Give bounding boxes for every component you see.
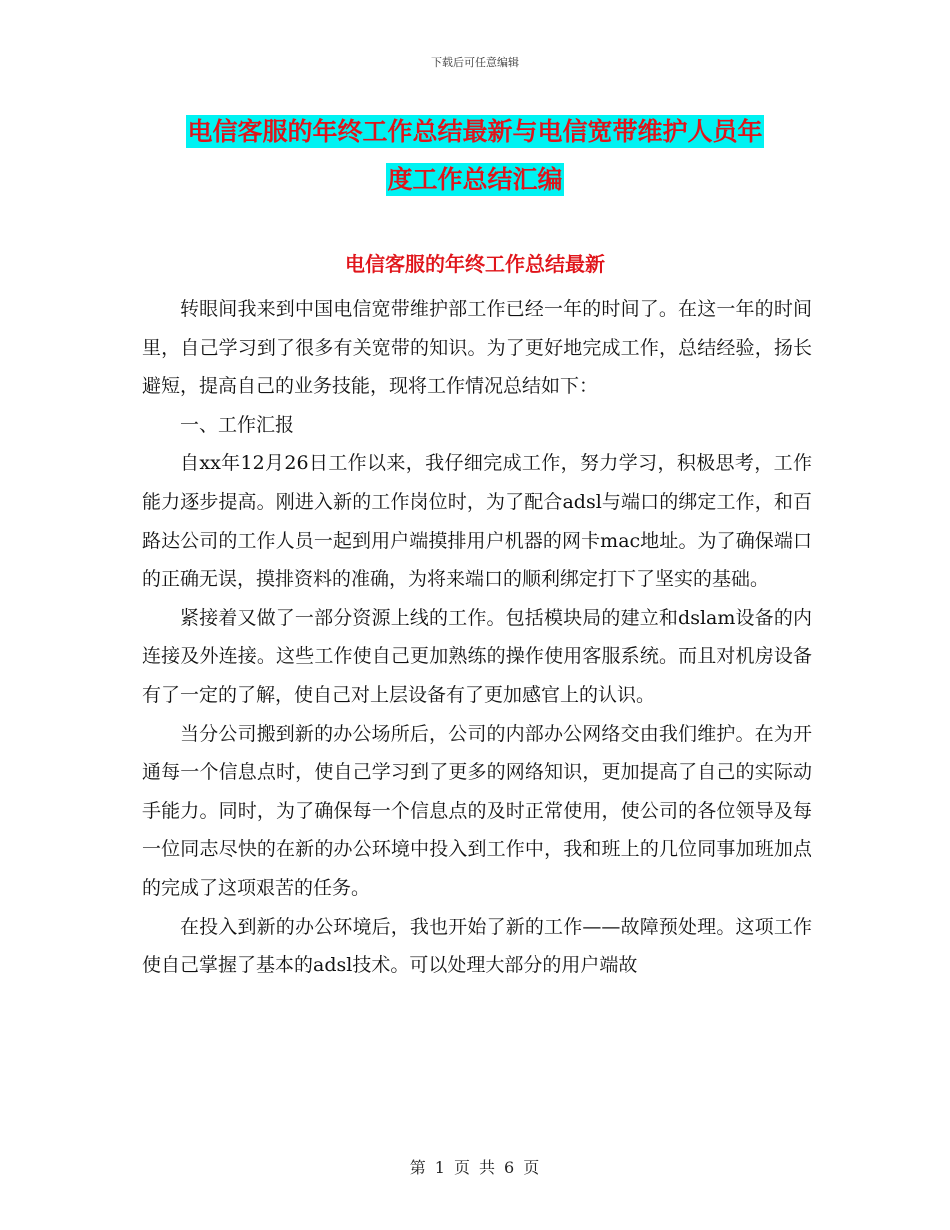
document-title	[0, 108, 950, 204]
footer-total-unit: 页	[523, 1158, 541, 1177]
paragraph: 当分公司搬到新的办公场所后，公司的内部办公网络交由我们维护。在为开通每一个信息点时，使自己学习到了更多的网络知识，更加提高了自己的实际动手能力。同时，为了确保每一个信息点的及时正常使用，使公司的各位领导及每一位同志尽快的在新的办公环境中投入到工作中，我和班上的几位同事加班加点的完成了这项艰苦的任务。	[142, 722, 812, 899]
title-line-2: 度工作总结汇编	[387, 165, 563, 194]
paragraph: 转眼间我来到中国电信宽带维护部工作已经一年的时间了。在这一年的时间里，自己学习到了很多有关宽带的知识。为了更好地完成工作，总结经验，扬长避短，提高自己的业务技能，现将工作情况总结如下：	[142, 298, 812, 398]
paragraph: 自xx年12月26日工作以来，我仔细完成工作，努力学习，积极思考，工作能力逐步提高。刚进入新的工作岗位时，为了配合adsl与端口的绑定工作，和百路达公司的工作人员一起到用户端摸排用户机器的网卡mac地址。为了确保端口的正确无误，摸排资料的准确，为将来端口的顺利绑定打下了坚实的基础。	[142, 452, 812, 591]
title-line-1: 电信客服的年终工作总结最新与电信宽带维护人员年	[187, 117, 763, 146]
total-pages-number: 6	[504, 1158, 516, 1177]
body-text	[142, 290, 812, 985]
current-page-number: 1	[434, 1158, 446, 1177]
footer-total-prefix: 共	[479, 1158, 497, 1177]
page-footer	[0, 1155, 950, 1178]
paragraph: 紧接着又做了一部分资源上线的工作。包括模块局的建立和dslam设备的内连接及外连接。这些工作使自己更加熟练的操作使用客服系统。而且对机房设备有了一定的了解，使自己对上层设备有了更加感官上的认识。	[142, 606, 812, 706]
footer-page-unit: 页	[453, 1158, 471, 1177]
section-title: 电信客服的年终工作总结最新	[345, 252, 605, 276]
footer-prefix: 第	[409, 1158, 427, 1177]
paragraph: 在投入到新的办公环境后，我也开始了新的工作——故障预处理。这项工作使自己掌握了基本的adsl技术。可以处理大部分的用户端故	[142, 915, 812, 977]
header-note: 下载后可任意编辑	[431, 56, 519, 69]
paragraph-heading: 一、工作汇报	[180, 413, 295, 436]
